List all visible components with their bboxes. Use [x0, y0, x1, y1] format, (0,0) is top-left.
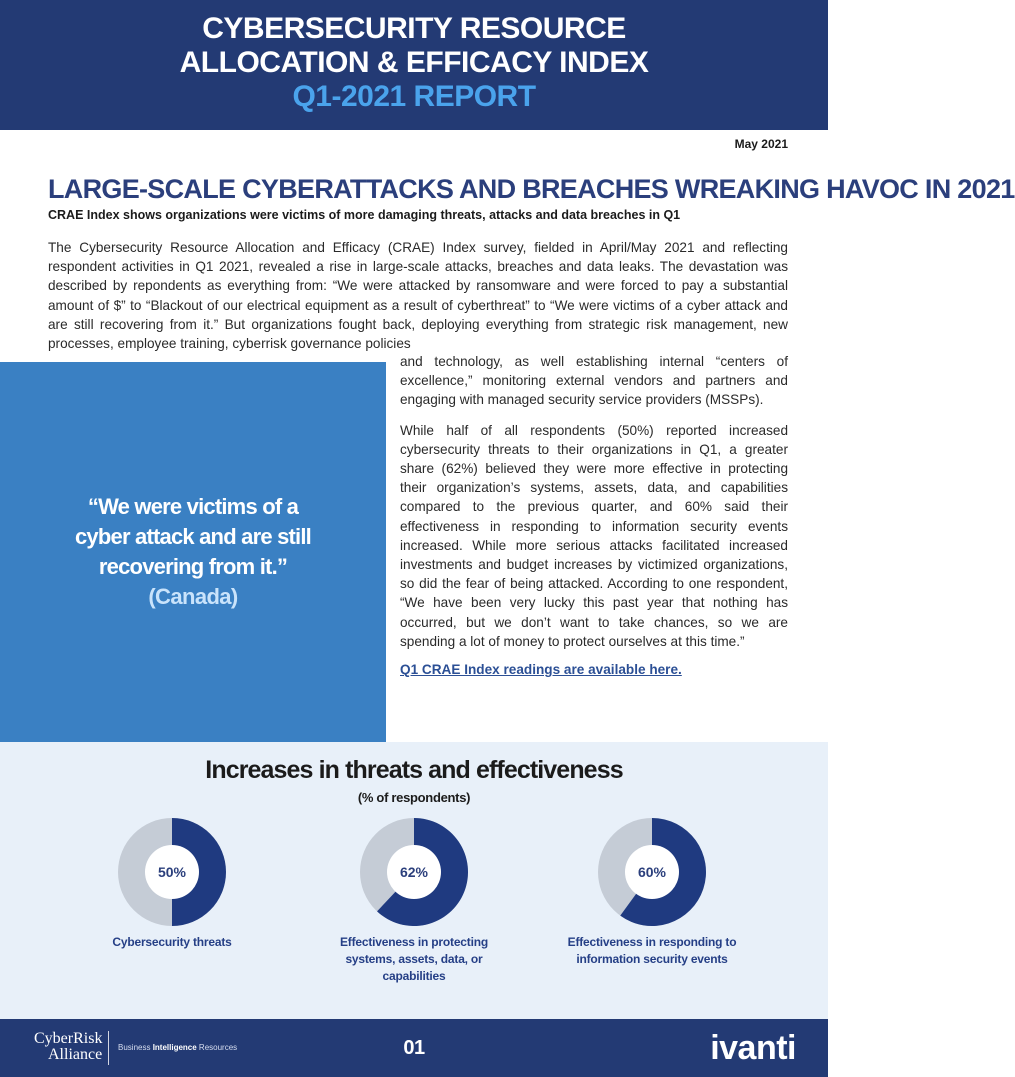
pull-quote-box [0, 362, 386, 742]
caption-cybersecurity-threats: Cybersecurity threats [112, 935, 232, 949]
column-paragraph-1: and technology, as well establishing internal “centers of excellence,” monitoring external vendors and partners and engaging with managed security service providers (MSSPs). [400, 354, 788, 408]
report-date: May 2021 [734, 137, 788, 151]
header-title-line-1: CYBERSECURITY RESOURCE [202, 12, 626, 45]
right-column [400, 352, 788, 677]
logo-line-2: Alliance [48, 1046, 103, 1063]
donut-value-label: 50% [145, 845, 199, 899]
headline: LARGE-SCALE CYBERATTACKS AND BREACHES WREAKING HAVOC IN 2021 [48, 174, 1015, 204]
column-paragraph-2: While half of all respondents (50%) reported increased cybersecurity threats to their organizations in Q1, a greater share (62%) believed they were more effective in protecting their organization’s systems, assets, data, and capabilities compared to the previous quarter, and 60% said their effectiveness in responding to information security events increased. While more serious attacks facilitated increased investments and budget increases by victimized organizations, so did the fear of being attacked. According to one respondent, “We have been very lucky this past year that nothing has occurred, but we don’t want to take chances, so we are spending a lot of money to protect ourselves at this time.” [400, 422, 788, 649]
chart-panel [0, 742, 828, 1019]
pull-quote-source: (Canada) [148, 584, 238, 609]
pull-quote-text: “We were victims of a cyber attack and are still recovering from it.” [75, 494, 311, 579]
donut-value-label: 62% [387, 845, 441, 899]
donut-value-label: 60% [625, 845, 679, 899]
page-footer [0, 1019, 828, 1077]
chart-title: Increases in threats and effectiveness [205, 756, 623, 784]
header-title-line-2: ALLOCATION & EFFICACY INDEX [179, 46, 649, 79]
donut-effectiveness-protecting [360, 818, 468, 926]
donut-effectiveness-responding [598, 818, 706, 926]
intro-paragraph: The Cybersecurity Resource Allocation and Efficacy (CRAE) Index survey, fielded in April/May 2021 and reflecting respondent activities in Q1 2021, revealed a rise in large-scale attacks, breaches and data leaks. The devastation was described by repondents as everything from: “We were attacked by ransomware and were forced to pay a substantial amount of $” to “Blackout of our electrical equipment as a result of cyberthreat” to “We were victims of a cyber attack and are still recovering from it.” But organizations fought back, deploying everything from strategic risk management, new processes, employee training, cyberrisk governance policies [48, 240, 788, 352]
business-intelligence-resources: Business Intelligence Resources [118, 1043, 238, 1052]
ivanti-logo: ivanti [710, 1029, 796, 1067]
caption-effectiveness-protecting: Effectiveness in protecting systems, assets, data, or capabilities [340, 935, 488, 983]
subheadline: CRAE Index shows organizations were victims of more damaging threats, attacks and data breaches in Q1 [48, 208, 681, 222]
logo-line-1: CyberRisk [34, 1030, 103, 1047]
pull-quote [0, 492, 386, 612]
donut-cybersecurity-threats [118, 818, 226, 926]
chart-subtitle: (% of respondents) [357, 790, 471, 805]
header-title-line-3: Q1-2021 REPORT [292, 80, 536, 113]
page-number: 01 [403, 1037, 425, 1059]
report-header [0, 0, 828, 130]
caption-effectiveness-responding: Effectiveness in responding to information security events [567, 935, 737, 966]
crae-readings-link[interactable]: Q1 CRAE Index readings are available here. [400, 662, 682, 678]
